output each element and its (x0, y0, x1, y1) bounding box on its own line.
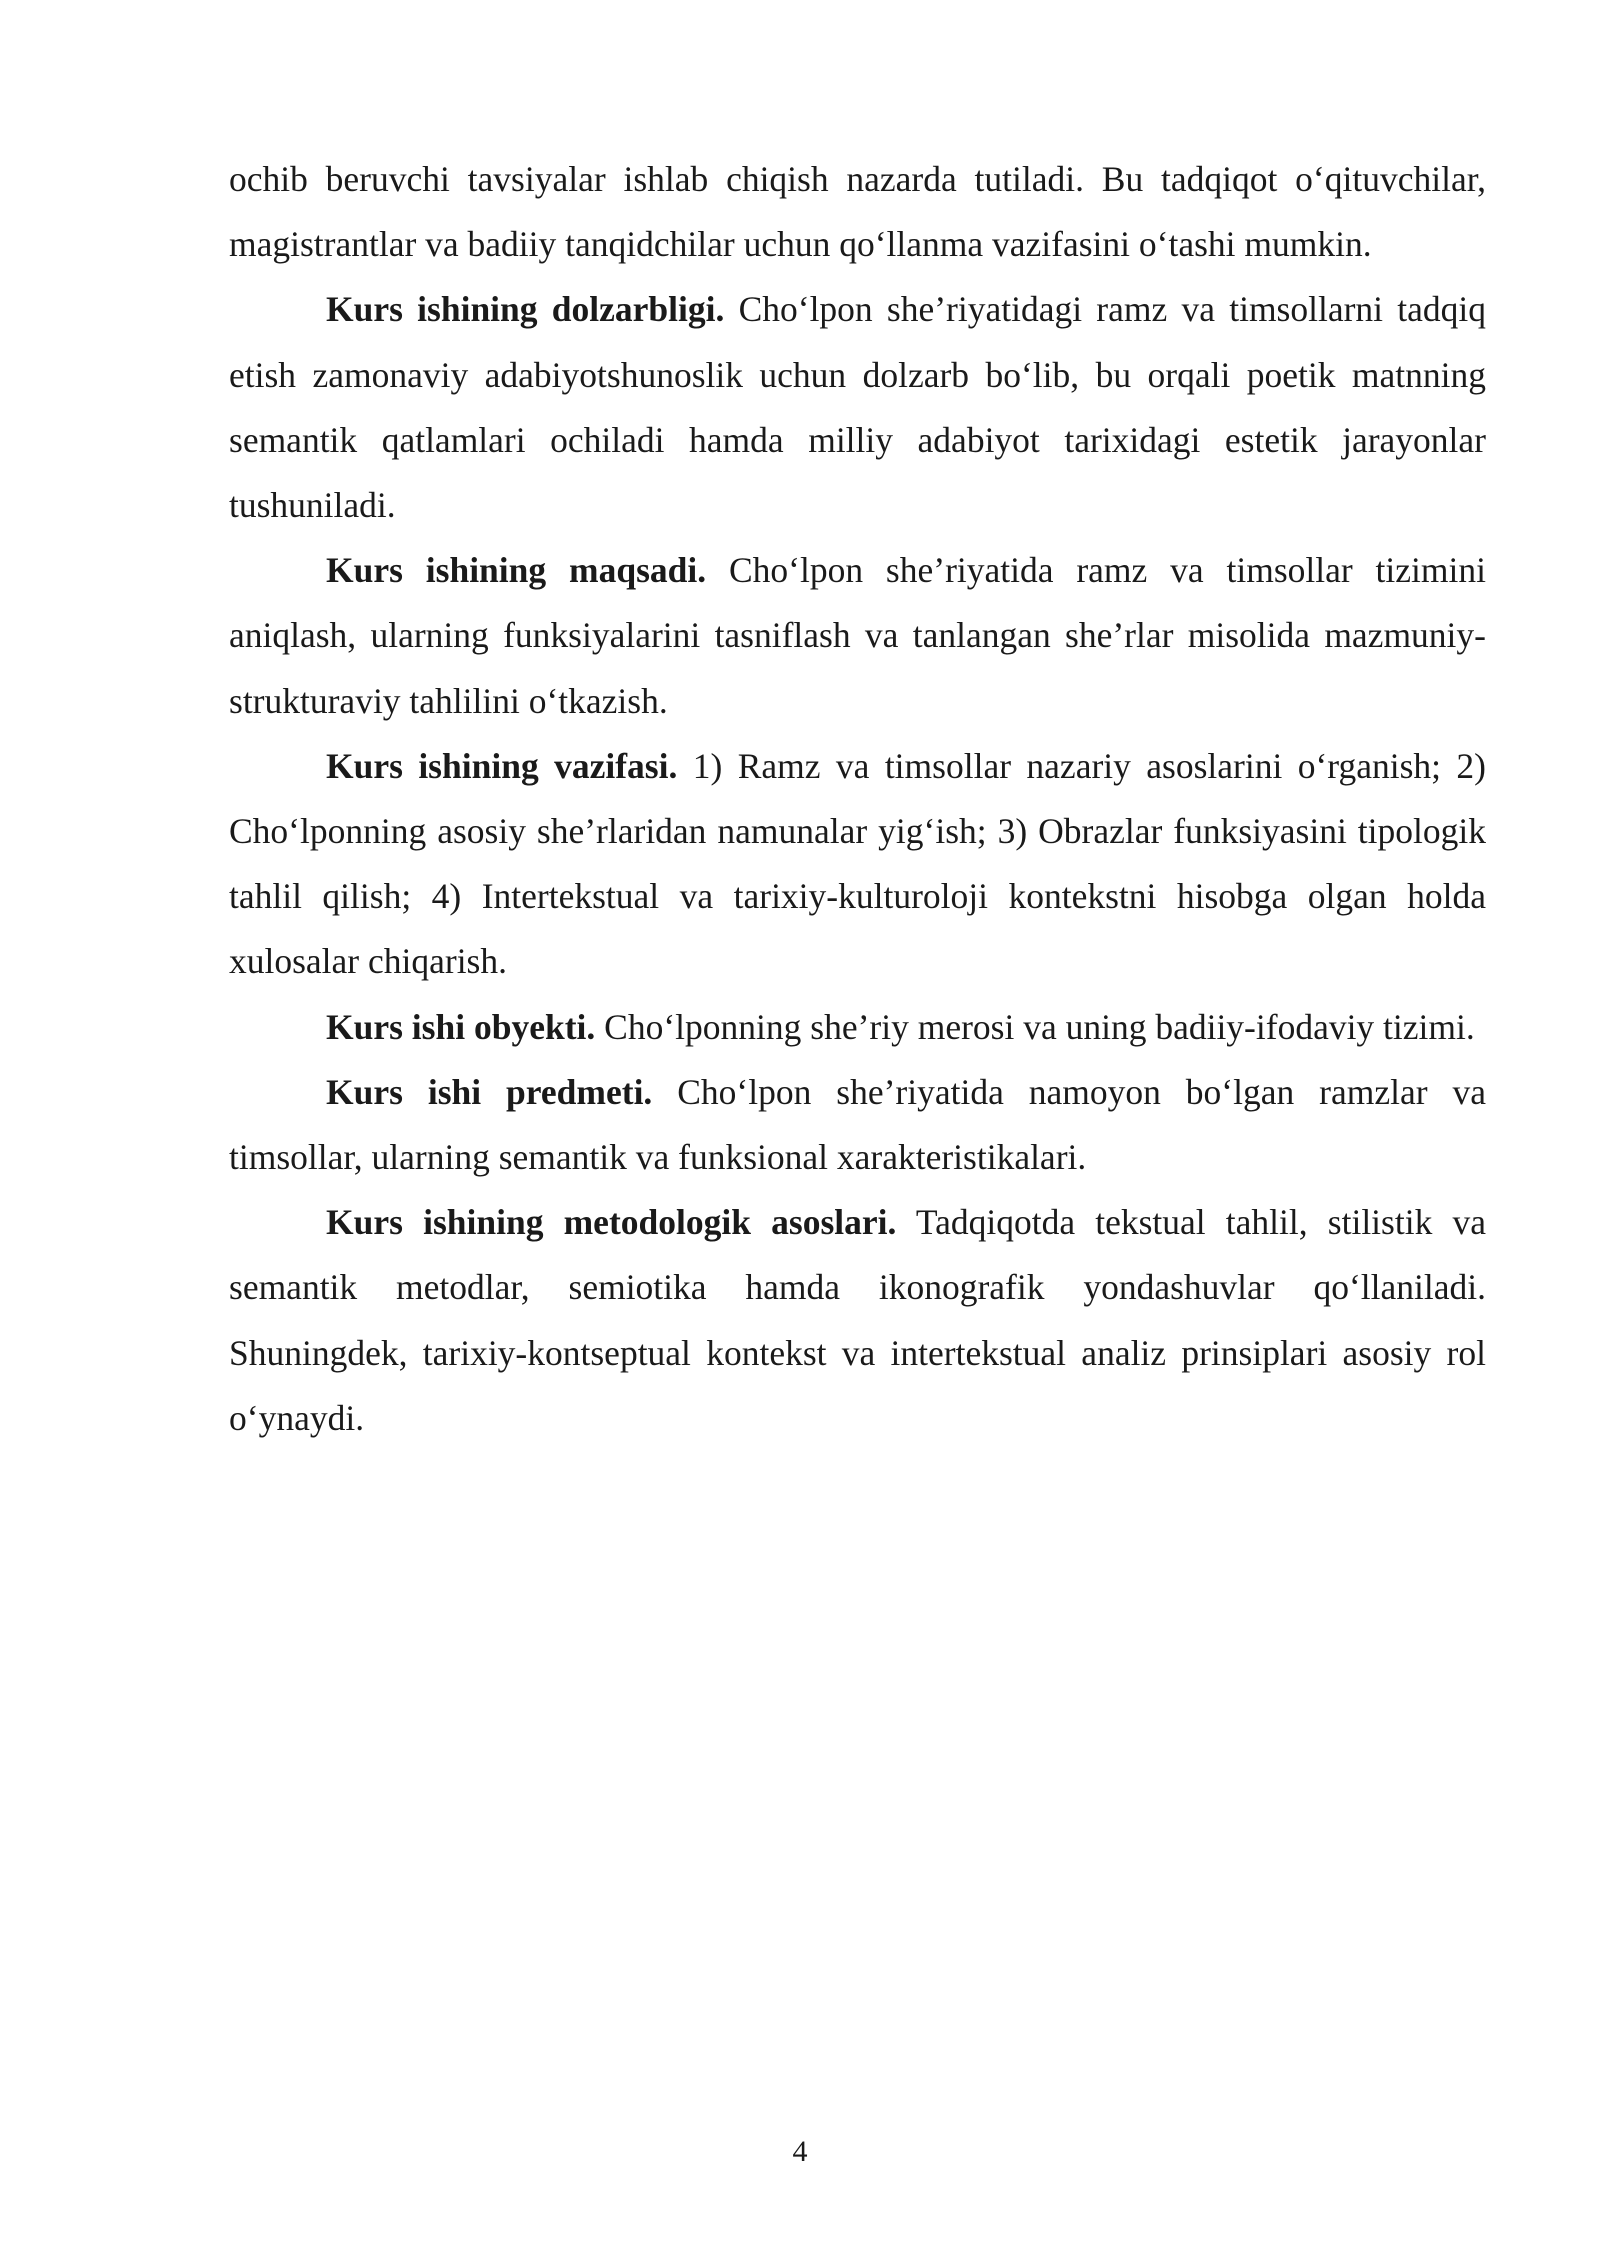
paragraph-subject (229, 1060, 1486, 1190)
paragraph-text: Cho‘lponning she’riy merosi va uning badiiy-ifodaviy tizimi. (595, 1006, 1475, 1047)
paragraph-heading: Kurs ishi predmeti. (326, 1071, 653, 1112)
paragraph-heading: Kurs ishi obyekti. (326, 1006, 596, 1047)
paragraph-continuation (229, 147, 1486, 277)
paragraph-heading: Kurs ishining maqsadi. (326, 550, 707, 591)
paragraph-heading: Kurs ishining dolzarbligi. (326, 289, 725, 330)
paragraph-object (229, 995, 1486, 1060)
paragraph-relevance (229, 277, 1486, 538)
paragraph-text: Tadqiqotda tekstual tahlil, stilistik va semantik metodlar, semiotika hamda ikonografik yondashuvlar qo‘llaniladi. Shuningdek, tarixiy-kontseptual kontekst va intertekstual analiz prinsiplari asosiy rol o‘ynaydi. (229, 1202, 1486, 1438)
paragraph-methodology (229, 1190, 1486, 1451)
paragraph-text: Cho‘lpon she’riyatida ramz va timsollar tizimini aniqlash, ularning funksiyalarini tasniflash va tanlangan she’rlar misolida mazmuniy-strukturaviy tahlilini o‘tkazish. (229, 550, 1486, 721)
page-number: 4 (792, 2135, 808, 2168)
body-text (229, 147, 1486, 1451)
paragraph-tasks (229, 734, 1486, 995)
paragraph-text: Cho‘lpon she’riyatida namoyon bo‘lgan ramzlar va timsollar, ularning semantik va funksional xarakteristikalari. (229, 1071, 1486, 1178)
paragraph-heading: Kurs ishining vazifasi. (326, 745, 678, 786)
paragraph-heading: Kurs ishining metodologik asoslari. (326, 1202, 897, 1243)
paragraph-text: Cho‘lpon she’riyatidagi ramz va timsollarni tadqiq etish zamonaviy adabiyotshunoslik uchun dolzarb bo‘lib, bu orqali poetik matnning semantik qatlamlari ochiladi hamda milliy adabiyot tarixidagi estetik jarayonlar tushuniladi. (229, 289, 1486, 526)
paragraph-goal (229, 538, 1486, 734)
paragraph-text: ochib beruvchi tavsiyalar ishlab chiqish nazarda tutiladi. Bu tadqiqot o‘qituvchilar, magistrantlar va badiiy tanqidchilar uchun qo‘llanma vazifasini o‘tashi mumkin. (229, 159, 1486, 265)
paragraph-text: 1) Ramz va timsollar nazariy asoslarini o‘rganish; 2) Cho‘lponning asosiy she’rlaridan namunalar yig‘ish; 3) Obrazlar funksiyasini tipologik tahlil qilish; 4) Intertekstual va tarixiy-kulturoloji kontekstni hisobga olgan holda xulosalar chiqarish. (229, 745, 1486, 982)
